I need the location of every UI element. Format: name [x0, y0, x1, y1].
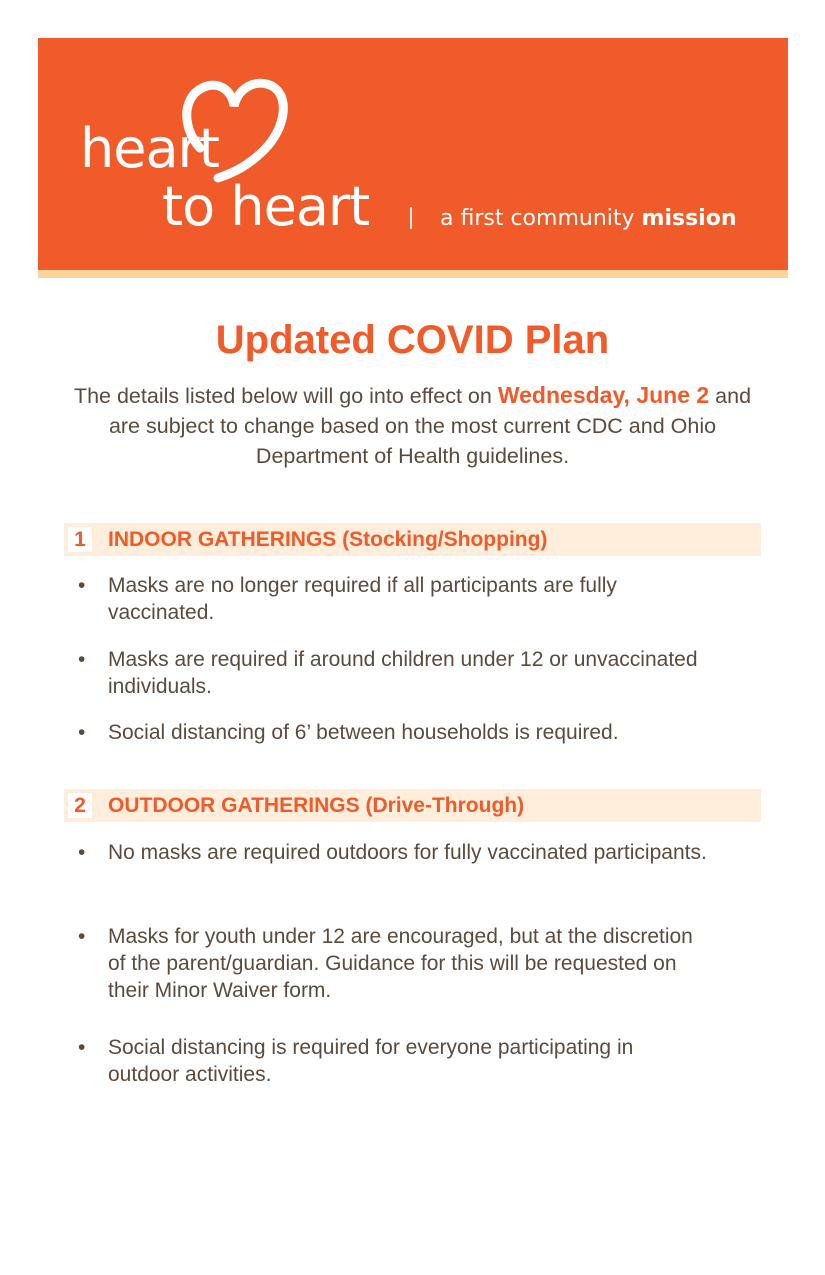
section-number: 1	[64, 523, 96, 556]
logo-text-to-heart: to heart	[162, 175, 370, 238]
tagline-prefix: a first community	[440, 206, 635, 231]
list-item: • No masks are required outdoors for fully vaccinated participants.	[108, 839, 708, 866]
header-stripe	[38, 270, 788, 278]
intro-part2: and are subject to change based on the most current CDC and Ohio Department of Health guidelines.	[108, 384, 752, 468]
section-title: INDOOR GATHERINGS (Stocking/Shopping)	[108, 528, 548, 551]
section-number: 2	[64, 789, 96, 822]
list-item: • Social distancing is required for everyone participating in outdoor activities.	[108, 1034, 708, 1088]
intro-date-highlight: Wednesday, June 2	[497, 382, 710, 408]
tagline	[440, 206, 737, 231]
logo-divider	[410, 207, 412, 229]
list-item: • Masks are no longer required if all participants are fully vaccinated.	[108, 572, 708, 626]
section-title: OUTDOOR GATHERINGS (Drive-Through)	[108, 794, 525, 817]
tagline-bold: mission	[641, 206, 737, 231]
section-header-outdoor	[64, 789, 761, 822]
intro-paragraph	[60, 380, 765, 471]
section-header-indoor	[64, 523, 761, 556]
intro-part1: The details listed below will go into effect on	[73, 384, 492, 408]
list-item: • Masks are required if around children under 12 or unvaccinated individuals.	[108, 646, 708, 700]
list-item: • Social distancing of 6’ between households is required.	[108, 719, 708, 746]
logo-text-heart: heart	[80, 117, 219, 180]
list-item: • Masks for youth under 12 are encouraged, but at the discretion of the parent/guardian. Guidance for this will be requested on their Minor Waiver form.	[108, 923, 708, 1004]
page-title: Updated COVID Plan	[215, 318, 610, 362]
